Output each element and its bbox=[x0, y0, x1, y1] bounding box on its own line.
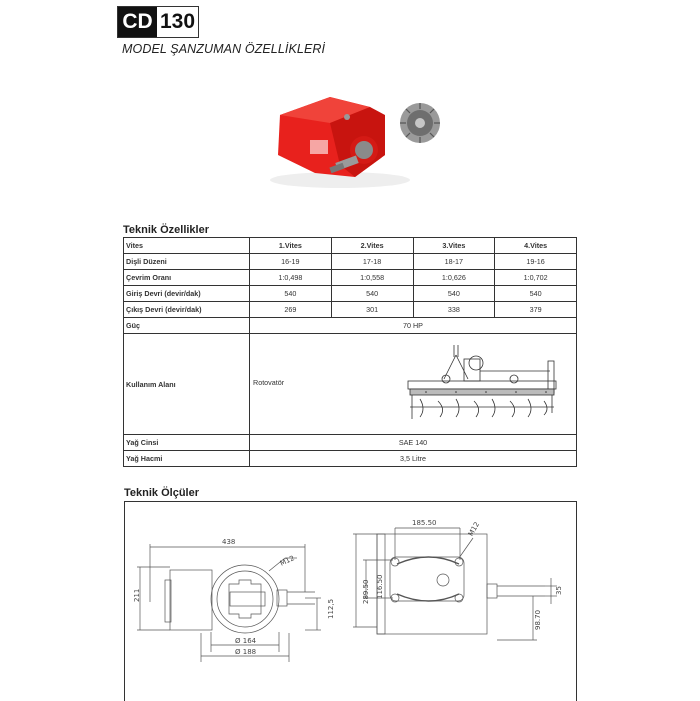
cell: 269 bbox=[250, 302, 332, 318]
cell: 19-16 bbox=[495, 254, 577, 270]
cell: 540 bbox=[413, 286, 495, 302]
technical-drawing bbox=[125, 502, 576, 701]
page-subtitle: MODEL ŞANZUMAN ÖZELLİKLERİ bbox=[122, 42, 326, 56]
oil-type-row bbox=[124, 435, 577, 451]
row-label: Yağ Hacmi bbox=[124, 451, 250, 467]
product-image bbox=[260, 85, 460, 195]
model-number: 130 bbox=[159, 10, 196, 33]
specs-table bbox=[123, 237, 577, 467]
dim-outer-dia: Ø 188 bbox=[235, 648, 257, 656]
dim-inner-dia: Ø 164 bbox=[235, 637, 257, 645]
specs-title: Teknik Özellikler bbox=[123, 224, 210, 236]
power-value: 70 HP bbox=[250, 318, 577, 334]
dim-shaft-height: 112,5 bbox=[327, 598, 335, 619]
model-badge bbox=[117, 6, 199, 38]
cell: 16-19 bbox=[250, 254, 332, 270]
gearbox-illustration bbox=[260, 85, 460, 195]
row-label: Çıkış Devri (devir/dak) bbox=[124, 302, 250, 318]
header-gear-4: 4.Vites bbox=[495, 238, 577, 254]
power-row bbox=[124, 318, 577, 334]
cell: 1:0,498 bbox=[250, 270, 332, 286]
dim-shaft-dia: 35 bbox=[555, 586, 563, 595]
dim-bolt-front: M12 bbox=[278, 554, 296, 568]
rotovator-icon bbox=[398, 337, 568, 431]
usage-value: Rotovatör bbox=[253, 378, 285, 387]
cell: 18-17 bbox=[413, 254, 495, 270]
dim-total-height: 289.50 bbox=[362, 579, 370, 604]
table-row bbox=[124, 286, 577, 302]
dimensions-title: Teknik Ölçüler bbox=[124, 487, 199, 499]
dim-bolt-height: 116.50 bbox=[376, 574, 384, 599]
oil-volume-value: 3,5 Litre bbox=[250, 451, 577, 467]
dimensions-drawing-box bbox=[124, 501, 577, 701]
table-row bbox=[124, 270, 577, 286]
row-label: Yağ Cinsi bbox=[124, 435, 250, 451]
dim-bolt-spacing: 185.50 bbox=[412, 519, 437, 527]
header-gear-3: 3.Vites bbox=[413, 238, 495, 254]
oil-volume-row bbox=[124, 451, 577, 467]
cell: 1:0,626 bbox=[413, 270, 495, 286]
header-gear-1: 1.Vites bbox=[250, 238, 332, 254]
row-label: Çevrim Oranı bbox=[124, 270, 250, 286]
table-header-row bbox=[124, 238, 577, 254]
table-row bbox=[124, 302, 577, 318]
row-label: Giriş Devri (devir/dak) bbox=[124, 286, 250, 302]
row-label: Kullanım Alanı bbox=[124, 334, 250, 435]
dim-shaft-height-side: 98.70 bbox=[534, 609, 542, 630]
dim-width: 438 bbox=[222, 538, 236, 546]
dim-height: 211 bbox=[133, 588, 141, 602]
cell: 338 bbox=[413, 302, 495, 318]
cell: 540 bbox=[250, 286, 332, 302]
oil-type-value: SAE 140 bbox=[250, 435, 577, 451]
cell: 301 bbox=[331, 302, 413, 318]
row-label: Dişli Düzeni bbox=[124, 254, 250, 270]
usage-cell bbox=[250, 334, 577, 435]
cell: 379 bbox=[495, 302, 577, 318]
header-label: Vites bbox=[124, 238, 250, 254]
row-label: Güç bbox=[124, 318, 250, 334]
cell: 1:0,558 bbox=[331, 270, 413, 286]
dim-bolt-side: M12 bbox=[466, 520, 482, 538]
cell: 540 bbox=[495, 286, 577, 302]
usage-row bbox=[124, 334, 577, 435]
cell: 1:0,702 bbox=[495, 270, 577, 286]
model-prefix: CD bbox=[118, 7, 157, 37]
table-row bbox=[124, 254, 577, 270]
cell: 540 bbox=[331, 286, 413, 302]
header-gear-2: 2.Vites bbox=[331, 238, 413, 254]
cell: 17-18 bbox=[331, 254, 413, 270]
